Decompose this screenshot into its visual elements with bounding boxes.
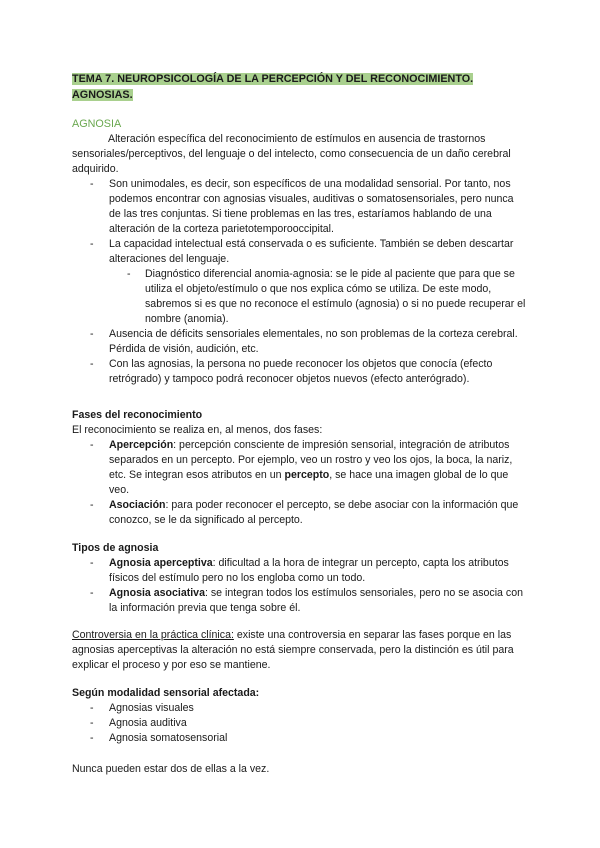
list-item: - Son unimodales, es decir, son específicos de una modalidad sensorial. Por tanto, nos podemos encontrar con agnosias visuales, auditivas o somatosensoriales, pero nunca de las tres conjuntas. Si tiene problemas en las tres, estaríamos hablando de una alteración de la corteza parietotemporooccipital. [72, 177, 528, 237]
agnosia-list [72, 177, 528, 267]
list-item: - Agnosia somatosensorial [72, 731, 528, 746]
list-item: - Agnosia auditiva [72, 716, 528, 731]
list-item: - Diagnóstico diferencial anomia-agnosia: se le pide al paciente que para que se utiliza el objeto/estímulo o que nos explica cómo se utiliza. De este modo, sabremos si es que no reconoce el estímulo (agnosia) o si no puede recuperar el nombre (anomia). [109, 267, 528, 327]
title-text: TEMA 7. NEUROPSICOLOGÍA DE LA PERCEPCIÓN Y DEL RECONOCIMIENTO. AGNOSIAS. [72, 73, 474, 101]
tipos-section [72, 541, 528, 616]
tipos-list [72, 556, 528, 616]
agnosia-list-2 [72, 327, 528, 387]
controversia-paragraph: Controversia en la práctica clínica: existe una controversia en separar las fases porque en las agnosias aperceptivas la alteración no está siempre conservada, pero la distinción es útil para explicar el proceso y por eso se mantiene. [72, 629, 514, 671]
list-item: - Apercepción: percepción consciente de impresión sensorial, integración de atributos separados en un percepto. Por ejemplo, veo un rostro y veo los ojos, la boca, la nariz, etc. Se integran esos atributos en un percepto, se hace una imagen global de lo que veo. [72, 438, 528, 498]
agnosia-sublist [72, 267, 528, 327]
closing-text: Nunca pueden estar dos de ellas a la vez. [72, 763, 270, 775]
fases-section [72, 408, 528, 528]
list-item: - Asociación: para poder reconocer el percepto, se debe asociar con la información que conozco, se le da significado al percepto. [72, 498, 528, 528]
list-item: - Agnosia asociativa: se integran todos los estímulos sensoriales, pero no se asocia con la información previa que tenga sobre él. [72, 586, 528, 616]
list-item: - La capacidad intelectual está conservada o es suficiente. También se deben descartar alteraciones del lenguaje. [72, 237, 528, 267]
modalidad-section [72, 686, 528, 746]
agnosia-definition: Alteración específica del reconocimiento de estímulos en ausencia de trastornos sensoriales/perceptivos, del lenguaje o del intelecto, como consecuencia de un daño cerebral adquirido. [72, 133, 511, 175]
agnosia-section [72, 117, 528, 387]
controversia-section [72, 628, 528, 673]
page-title [72, 72, 512, 103]
fases-list [72, 438, 528, 528]
fases-intro: El reconocimiento se realiza en, al menos, dos fases: [72, 424, 323, 436]
list-item: - Agnosias visuales [72, 701, 528, 716]
list-item: - Con las agnosias, la persona no puede reconocer los objetos que conocía (efecto retrógrado) y tampoco podrá reconocer objetos nuevos (efecto anterógrado). [72, 357, 528, 387]
modalidad-list [72, 701, 528, 746]
tipos-heading: Tipos de agnosia [72, 542, 159, 554]
closing-section [72, 762, 528, 777]
list-item: - Ausencia de déficits sensoriales elementales, no son problemas de la corteza cerebral. Pérdida de visión, audición, etc. [72, 327, 528, 357]
fases-heading: Fases del reconocimiento [72, 409, 203, 421]
agnosia-heading: AGNOSIA [72, 118, 122, 130]
list-item: - Agnosia aperceptiva: dificultad a la hora de integrar un percepto, capta los atributos físicos del estímulo pero no los engloba como un todo. [72, 556, 528, 586]
modalidad-heading: Según modalidad sensorial afectada: [72, 687, 260, 699]
